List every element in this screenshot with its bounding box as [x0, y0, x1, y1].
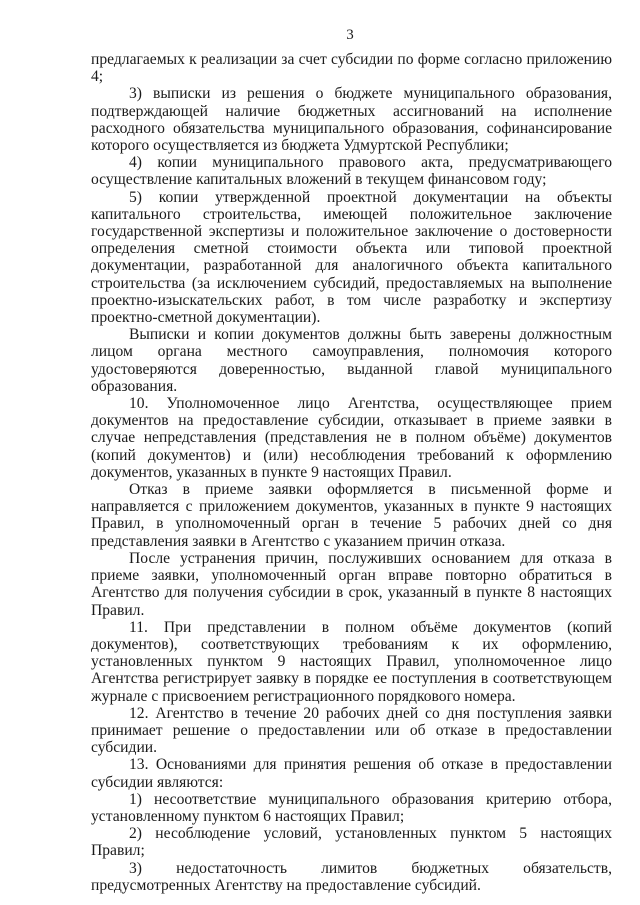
paragraph-resubmission: После устранения причин, послуживших основанием для отказа в приеме заявки, уполномоченный орган вправе повторно обратиться в Агентство для получения субсидии в срок, указанный в пункте 8 настоящих Правил.: [91, 549, 612, 619]
paragraph-ground-3: 3) недостаточность лимитов бюджетных обязательств, предусмотренных Агентству на предоставление субсидий.: [91, 859, 612, 894]
paragraph-continuation: предлагаемых к реализации за счет субсидии по форме согласно приложению 4;: [91, 51, 612, 86]
paragraph-ground-1: 1) несоответствие муниципального образования критерию отбора, установленному пунктом 6 настоящих Правил;: [91, 790, 612, 825]
paragraph-clause-11: 11. При представлении в полном объёме документов (копий документов), соответствующих требованиям к их оформлению, установленных пунктом 9 настоящих Правил, уполномоченное лицо Агентства регистрирует заявку в порядке ее поступления в соответствующем журнале с присвоением регистрационного порядкового номера.: [91, 618, 612, 705]
paragraph-refusal: Отказ в приеме заявки оформляется в письменной форме и направляется с приложением документов, указанных в пункте 9 настоящих Правил, в уполномоченный орган в течение 5 рабочих дней со дня представления заявки в Агентство с указанием причин отказа.: [91, 481, 612, 550]
document-body: [91, 51, 612, 894]
paragraph-item-4: 4) копии муниципального правового акта, предусматривающего осуществление капитальных вложений в текущем финансовом году;: [91, 154, 612, 189]
paragraph-certification: Выписки и копии документов должны быть заверены должностным лицом органа местного самоуправления, полномочия которого удостоверяются доверенностью, выданной главой муниципального образования.: [91, 326, 612, 395]
paragraph-clause-10: 10. Уполномоченное лицо Агентства, осуществляющее прием документов на предоставление субсидии, отказывает в приеме заявки в случае непредставления (представления не в полном объёме) документов (копий документов) и (или) несоблюдения требований к оформлению документов, указанных в пункте 9 настоящих Правил.: [91, 395, 612, 481]
paragraph-clause-13: 13. Основаниями для принятия решения об отказе в предоставлении субсидии являются:: [91, 756, 612, 791]
page-number: 3: [346, 27, 354, 43]
paragraph-clause-12: 12. Агентство в течение 20 рабочих дней со дня поступления заявки принимает решение о предоставлении или об отказе в предоставлении субсидии.: [91, 704, 612, 757]
paragraph-item-5: 5) копии утвержденной проектной документации на объекты капитального строительства, имеющей положительное заключение государственной экспертизы и положительное заключение о достоверности определения сметной стоимости объекта или типовой проектной документации, разработанной для аналогичного объекта капитального строительства (за исключением субсидий, предоставляемых на выполнение проектно-изыскательских работ, в том числе разработку и экспертизу проектно-сметной документации).: [91, 188, 612, 327]
paragraph-ground-2: 2) несоблюдение условий, установленных пунктом 5 настоящих Правил;: [91, 825, 612, 860]
paragraph-item-3: 3) выписки из решения о бюджете муниципального образования, подтверждающей наличие бюджетных ассигнований на исполнение расходного обязательства муниципального образования, софинансирование которого осуществляется из бюджета Удмуртской Республики;: [91, 85, 612, 155]
